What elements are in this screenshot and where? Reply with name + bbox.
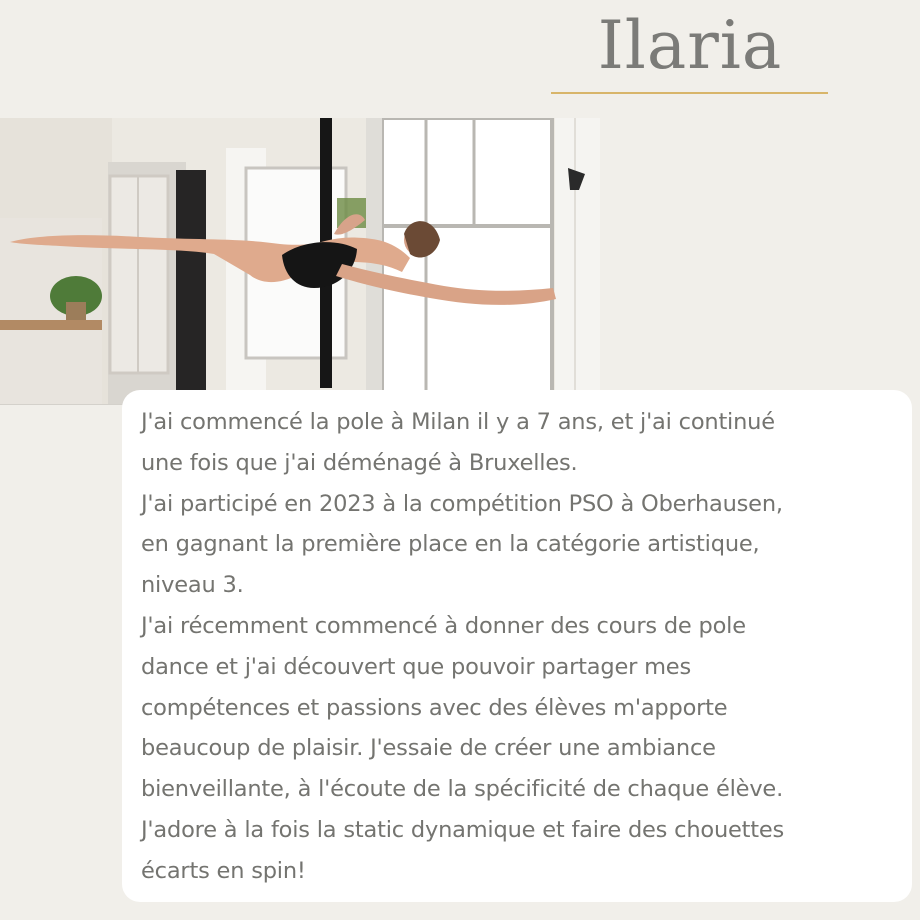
- bio-line: niveau 3.: [141, 572, 244, 599]
- bio-line: dance et j'ai découvert que pouvoir partager mes: [141, 653, 691, 680]
- bio-line: compétences et passions avec des élèves m'apporte: [141, 694, 728, 721]
- photo-illustration: [0, 118, 600, 405]
- bio-line: beaucoup de plaisir. J'essaie de créer une ambiance: [141, 735, 716, 762]
- bio-line: J'ai récemment commencé à donner des cours de pole: [141, 612, 746, 639]
- bio-line: J'ai commencé la pole à Milan il y a 7 ans, et j'ai continué: [141, 409, 775, 435]
- bio-line: une fois que j'ai déménagé à Bruxelles.: [141, 449, 578, 476]
- bio-card: [122, 390, 912, 902]
- bio-text: [141, 402, 894, 892]
- bio-line: bienveillante, à l'écoute de la spécificité de chaque élève.: [141, 776, 784, 803]
- pole-dancer-photo: [0, 118, 600, 405]
- bio-line: J'adore à la fois la static dynamique et faire des chouettes: [141, 816, 785, 843]
- bio-line: J'ai participé en 2023 à la compétition PSO à Oberhausen,: [141, 490, 783, 517]
- bio-line: écarts en spin!: [141, 857, 306, 884]
- title-divider: [551, 92, 828, 94]
- bio-line: en gagnant la première place en la catégorie artistique,: [141, 531, 760, 558]
- page-title: Ilaria: [597, 7, 783, 84]
